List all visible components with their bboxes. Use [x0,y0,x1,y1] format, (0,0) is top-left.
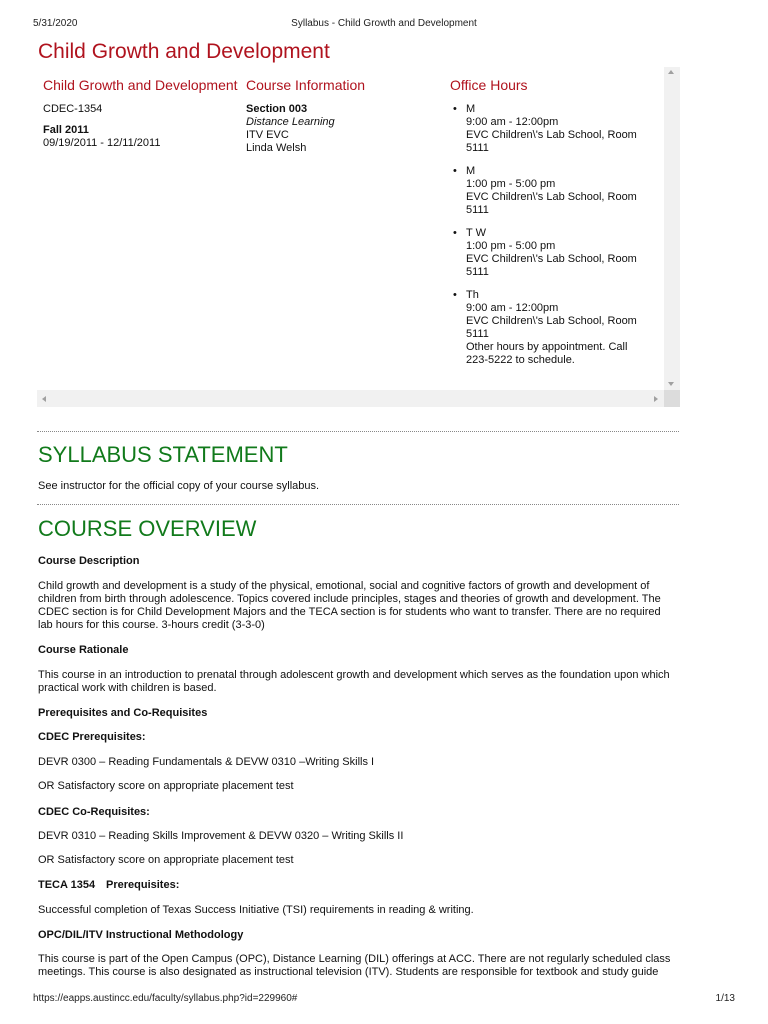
office-hours-time: 9:00 am - 12:00pm [466,302,559,314]
bullet-icon: • [453,165,457,177]
office-hours-list [450,103,650,367]
cdec-prerequisites-heading: CDEC Prerequisites: [38,731,146,743]
instructor-name: Linda Welsh [246,142,307,154]
course-description-text [38,580,683,632]
office-hours-day: T W [466,227,486,239]
paragraph-line: This course in an introduction to prenatal through adolescent growth and development which serves as the foundation upon which [38,669,670,681]
print-footer [33,993,735,1007]
syllabus-statement-heading: SYLLABUS STATEMENT [38,442,288,467]
cdec-corequisites-text: DEVR 0310 – Reading Skills Improvement & DEVW 0320 – Writing Skills II [38,830,404,842]
course-title: Child Growth and Development [38,40,330,63]
scroll-right-icon[interactable] [654,396,658,402]
bullet-icon: • [453,227,457,239]
syllabus-statement-text: See instructor for the official copy of your course syllabus. [38,480,320,492]
placement-test-text: OR Satisfactory score on appropriate placement test [38,854,294,866]
paragraph-line: meetings. This course is also designated as instructional television (ITV). Students are responsible for textbook and study guide [38,966,659,978]
scroll-up-icon[interactable] [668,70,674,74]
office-hours-note: Other hours by appointment. Call [466,341,628,353]
course-location: ITV EVC [246,129,289,141]
paragraph-line: CDEC section is for Child Development Majors and the TECA section is for students who want to transfer. There are no required [38,606,661,618]
office-hours-column [450,77,650,377]
teca-prerequisites-label: Prerequisites: [106,879,180,891]
course-term: Fall 2011 [43,124,89,136]
horizontal-scrollbar[interactable] [37,390,664,407]
paragraph-line: Child growth and development is a study of the physical, emotional, social and cognitive factors of growth and development of [38,580,650,592]
bullet-icon: • [453,289,457,301]
course-information-column [246,77,446,155]
paragraph-line: children from birth through adolescence. Topics covered include principles, stages and theories of growth and development. The [38,593,661,605]
course-column-heading: Child Growth and Development [43,77,238,93]
office-hours-day: M [466,165,476,177]
office-hours-day: Th [466,289,479,301]
office-hours-day: M [466,103,476,115]
prerequisites-heading: Prerequisites and Co-Requisites [38,707,208,719]
office-hours-item [450,103,650,155]
office-hours-room: 5111 [466,328,489,340]
teca-course-code: TECA 1354 [38,879,96,891]
office-hours-place: EVC Children\'s Lab School, Room [466,191,637,203]
course-rationale-text [38,669,683,695]
print-page-title: Syllabus - Child Growth and Development [291,18,477,29]
office-hours-room: 5111 [466,142,489,154]
scroll-left-icon[interactable] [42,396,46,402]
course-dates: 09/19/2011 - 12/11/2011 [43,137,161,149]
course-description-heading: Course Description [38,555,140,567]
course-overview-heading: COURSE OVERVIEW [38,516,257,541]
office-hours-place: EVC Children\'s Lab School, Room [466,253,637,265]
section-number: Section 003 [246,103,308,115]
office-hours-item [450,165,650,217]
course-info-panel [37,67,680,407]
section-divider [37,504,679,505]
course-code: CDEC-1354 [43,103,103,115]
office-hours-room: 5111 [466,266,489,278]
scrollbar-corner [664,390,680,407]
page-url: https://eapps.austincc.edu/faculty/syllabus.php?id=229960# [33,993,298,1004]
office-hours-place: EVC Children\'s Lab School, Room [466,129,637,141]
office-hours-room: 5111 [466,204,489,216]
paragraph-line: practical work with children is based. [38,682,217,694]
office-hours-heading: Office Hours [450,77,528,93]
print-date: 5/31/2020 [33,18,78,29]
scroll-down-icon[interactable] [668,382,674,386]
course-column [43,77,243,150]
placement-test-text: OR Satisfactory score on appropriate placement test [38,780,294,792]
office-hours-time: 1:00 pm - 5:00 pm [466,240,556,252]
bullet-icon: • [453,103,457,115]
office-hours-note: 223-5222 to schedule. [466,354,575,366]
paragraph-line: lab hours for this course. 3-hours credit (3-3-0) [38,619,265,631]
office-hours-item [450,289,650,367]
teca-prerequisites-heading [38,879,683,892]
paragraph-line: This course is part of the Open Campus (OPC), Distance Learning (DIL) offerings at ACC. There are not regularly scheduled class [38,953,671,965]
cdec-prerequisites-text: DEVR 0300 – Reading Fundamentals & DEVW 0310 –Writing Skills I [38,756,375,768]
delivery-mode: Distance Learning [246,116,335,128]
tsi-requirement-text: Successful completion of Texas Success Initiative (TSI) requirements in reading & writing. [38,904,474,916]
office-hours-time: 9:00 am - 12:00pm [466,116,559,128]
office-hours-place: EVC Children\'s Lab School, Room [466,315,637,327]
vertical-scrollbar[interactable] [664,67,680,390]
course-rationale-heading: Course Rationale [38,644,129,656]
cdec-corequisites-heading: CDEC Co-Requisites: [38,806,150,818]
print-header [33,18,735,32]
instructional-methodology-text [38,953,683,979]
section-divider [37,431,679,432]
office-hours-item [450,227,650,279]
course-information-heading: Course Information [246,77,366,93]
office-hours-time: 1:00 pm - 5:00 pm [466,178,556,190]
instructional-methodology-heading: OPC/DIL/ITV Instructional Methodology [38,929,244,941]
page-number: 1/13 [715,993,735,1004]
